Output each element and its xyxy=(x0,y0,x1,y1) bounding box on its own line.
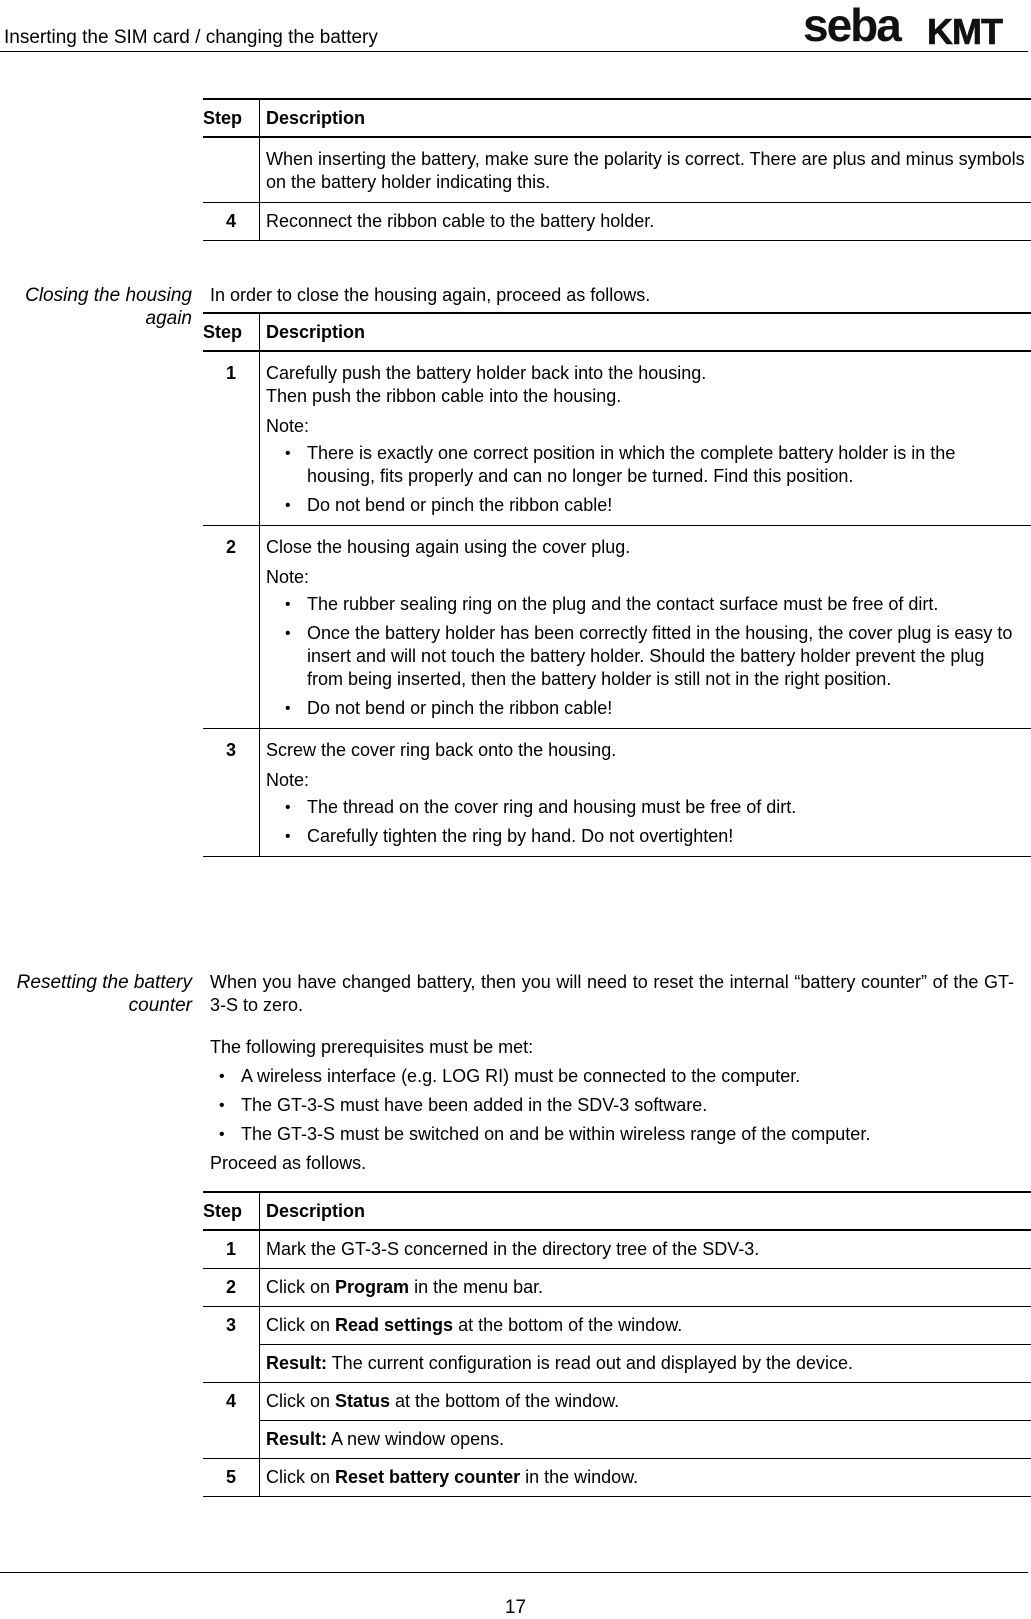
step-result: Result: A new window opens. xyxy=(260,1421,1031,1459)
side-label-closing: Closing the housing again xyxy=(0,284,192,330)
page-header-title: Inserting the SIM card / changing the battery xyxy=(4,26,378,50)
page-header xyxy=(0,0,1031,52)
list-item: • Once the battery holder has been correctly fitted in the housing, the cover plug is easy to insert and will not touch the battery holder. Should the battery holder prevent the plug from being inserted, then the battery holder is still not in the right position. xyxy=(266,622,1025,691)
page-number: 17 xyxy=(0,1597,1031,1619)
list-item: • There is exactly one correct position in which the complete battery holder is in the housing, fits properly and can no longer be turned. Find this position. xyxy=(266,442,1025,488)
table-row xyxy=(203,729,1031,857)
table-row xyxy=(203,203,1031,241)
step-description: Click on Status at the bottom of the window. xyxy=(260,1383,1031,1421)
step-description: Screw the cover ring back onto the housing. Note: • The thread on the cover ring and housing must be free of dirt. • Carefully tighten the ring by hand. Do not overtighten! xyxy=(260,729,1031,857)
list-item: • Do not bend or pinch the ribbon cable! xyxy=(266,697,1025,720)
table-row xyxy=(203,1421,1031,1459)
menu-reference: Program xyxy=(335,1277,409,1297)
closing-steps-table xyxy=(203,312,1031,857)
side-label-resetting: Resetting the battery counter xyxy=(0,971,192,1017)
step-number: 4 xyxy=(203,203,260,241)
column-header-description: Description xyxy=(260,1192,1031,1230)
button-reference: Status xyxy=(335,1391,390,1411)
step-number: 3 xyxy=(203,1307,260,1383)
table-row xyxy=(203,1383,1031,1421)
step-number: 4 xyxy=(203,1383,260,1459)
prereq-title: The following prerequisites must be met: xyxy=(210,1036,1024,1059)
column-header-description: Description xyxy=(260,99,1031,137)
step-number: 1 xyxy=(203,351,260,526)
step-number xyxy=(203,137,260,203)
svg-text:KMT: KMT xyxy=(927,11,1003,49)
battery-steps-table xyxy=(203,98,1031,241)
table-row xyxy=(203,1307,1031,1345)
column-header-description: Description xyxy=(260,313,1031,351)
table-row xyxy=(203,1459,1031,1497)
step-description: Click on Read settings at the bottom of the window. xyxy=(260,1307,1031,1345)
step-number: 3 xyxy=(203,729,260,857)
note-label: Note: xyxy=(266,415,1025,438)
svg-text:seba: seba xyxy=(803,5,902,49)
step-number: 2 xyxy=(203,526,260,729)
step-number: 2 xyxy=(203,1269,260,1307)
list-item: • The thread on the cover ring and housing must be free of dirt. xyxy=(266,796,1025,819)
step-number: 5 xyxy=(203,1459,260,1497)
column-header-step: Step xyxy=(203,1192,260,1230)
column-header-step: Step xyxy=(203,313,260,351)
step-description: Reconnect the ribbon cable to the battery holder. xyxy=(260,203,1031,241)
list-item: • The rubber sealing ring on the plug and the contact surface must be free of dirt. xyxy=(266,593,1025,616)
table-row xyxy=(203,1345,1031,1383)
sebakmt-logo xyxy=(803,5,1025,49)
footer-rule xyxy=(0,1572,1028,1573)
header-rule xyxy=(0,51,1028,52)
table-row xyxy=(203,1269,1031,1307)
list-item: • Carefully tighten the ring by hand. Do not overtighten! xyxy=(266,825,1025,848)
step-description: Mark the GT-3-S concerned in the directory tree of the SDV-3. xyxy=(260,1230,1031,1269)
table-row xyxy=(203,526,1031,729)
button-reference: Read settings xyxy=(335,1315,453,1335)
step-description: Click on Program in the menu bar. xyxy=(260,1269,1031,1307)
resetting-intro-block xyxy=(210,971,1024,1175)
reset-steps-table xyxy=(203,1191,1031,1497)
table-row xyxy=(203,137,1031,203)
table-row xyxy=(203,351,1031,526)
list-item: • Do not bend or pinch the ribbon cable! xyxy=(266,494,1025,517)
note-label: Note: xyxy=(266,769,1025,792)
table-row xyxy=(203,1230,1031,1269)
button-reference: Reset battery counter xyxy=(335,1467,520,1487)
step-number: 1 xyxy=(203,1230,260,1269)
resetting-intro: When you have changed battery, then you will need to reset the internal “battery counter” of the GT-3-S to zero. xyxy=(210,971,1024,1017)
step-description: Carefully push the battery holder back into the housing. Then push the ribbon cable into the housing. Note: • There is exactly one correct position in which the complete battery holder is in the housing, fits properly and can no longer be turned. Find this position. • Do not bend or pinch the ribbon cable! xyxy=(260,351,1031,526)
column-header-step: Step xyxy=(203,99,260,137)
note-label: Note: xyxy=(266,566,1025,589)
step-description: When inserting the battery, make sure the polarity is correct. There are plus and minus symbols on the battery holder indicating this. xyxy=(260,137,1031,203)
step-result: Result: The current configuration is read out and displayed by the device. xyxy=(260,1345,1031,1383)
proceed-text: Proceed as follows. xyxy=(210,1152,1024,1175)
list-item: • The GT-3-S must be switched on and be within wireless range of the computer. xyxy=(200,1123,1024,1146)
step-description: Click on Reset battery counter in the window. xyxy=(260,1459,1031,1497)
closing-intro: In order to close the housing again, proceed as follows. xyxy=(210,284,1024,307)
list-item: • A wireless interface (e.g. LOG RI) must be connected to the computer. xyxy=(200,1065,1024,1088)
list-item: • The GT-3-S must have been added in the SDV-3 software. xyxy=(200,1094,1024,1117)
step-description: Close the housing again using the cover plug. Note: • The rubber sealing ring on the plug and the contact surface must be free of dirt. • Once the battery holder has been correctly fitted in the housing, the cover plug is easy to insert and will not touch the battery holder. Should the battery holder prevent the plug from being inserted, then the battery holder is still not in the right position. • Do not bend or pinch the ribbon cable! xyxy=(260,526,1031,729)
